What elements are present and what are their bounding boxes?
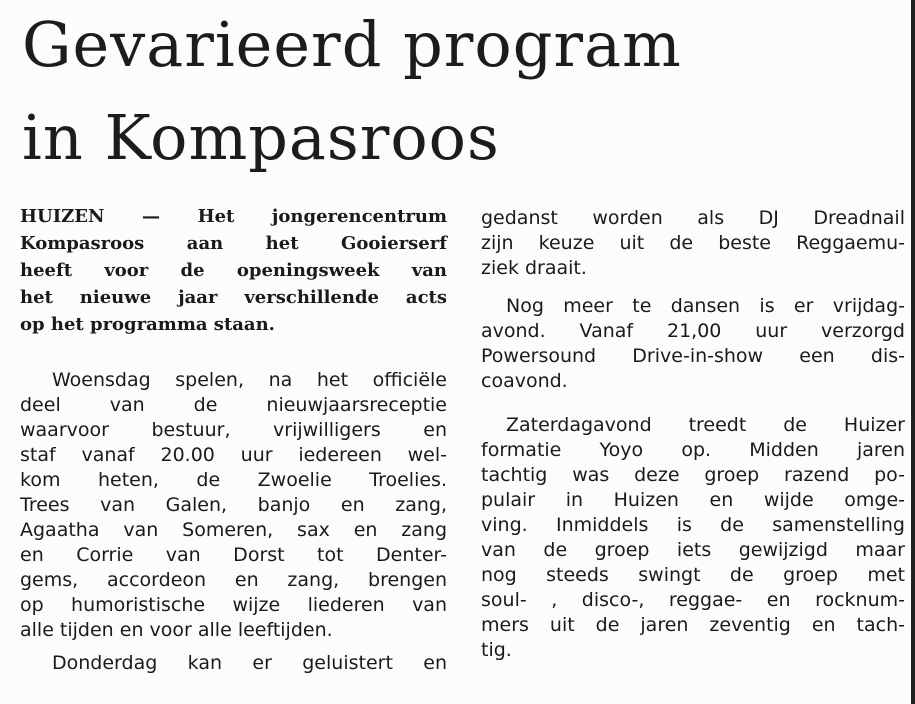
body-line: van de groep iets gewijzigd maar (481, 539, 905, 561)
lead-line: HUIZEN — Het jongerencentrum (20, 206, 447, 227)
body-line: tig. (481, 639, 512, 661)
body-line: soul- , disco-, reggae- en rocknum- (481, 589, 905, 611)
body-line: op humoristische wijze liederen van (20, 594, 447, 616)
body-line: formatie Yoyo op. Midden jaren (481, 439, 905, 461)
body-line: staf vanaf 20.00 uur iedereen wel- (20, 444, 447, 466)
body-line: gems, accordeon en zang, brengen (20, 569, 447, 591)
body-line: tachtig was deze groep razend po- (481, 464, 905, 486)
body-line: coavond. (481, 370, 568, 392)
body-line: kom heten, de Zwoelie Troelies. (20, 469, 447, 491)
body-line: alle tijden en voor alle leeftijden. (20, 619, 333, 641)
lead-line: het nieuwe jaar verschillende acts (20, 287, 447, 308)
body-line: Zaterdagavond treedt de Huizer (506, 414, 905, 436)
body-line: Trees van Galen, banjo en zang, (20, 494, 447, 516)
body-line: Woensdag spelen, na het officiële (52, 369, 447, 391)
lead-line: Kompasroos aan het Gooierserf (20, 233, 447, 254)
body-line: pulair in Huizen en wijde omge- (481, 489, 905, 511)
body-line: mers uit de jaren zeventig en tach- (481, 614, 905, 636)
body-line: deel van de nieuwjaarsreceptie (20, 394, 447, 416)
body-line: waarvoor bestuur, vrijwilligers en (20, 419, 447, 441)
body-line: zijn keuze uit de beste Reggaemu- (481, 232, 905, 254)
body-line: Nog meer te dansen is er vrijdag- (506, 295, 905, 317)
lead-line: heeft voor de openingsweek van (20, 260, 447, 281)
headline-line-2: in Kompasroos (22, 101, 500, 174)
scan-edge (911, 0, 915, 704)
body-line: nog steeds swingt de groep met (481, 564, 905, 586)
lead-line: op het programma staan. (20, 314, 275, 335)
body-line: gedanst worden als DJ Dreadnail (481, 207, 905, 229)
headline-line-1: Gevarieerd program (22, 8, 682, 81)
body-line: Donderdag kan er geluistert en (52, 652, 447, 674)
body-line: Agaatha van Someren, sax en zang (20, 519, 447, 541)
body-line: ziek draait. (481, 257, 587, 279)
body-line: ving. Inmiddels is de samenstelling (481, 514, 905, 536)
body-line: en Corrie van Dorst tot Denter- (20, 544, 447, 566)
body-line: avond. Vanaf 21,00 uur verzorgd (481, 320, 905, 342)
body-line: Powersound Drive-in-show een dis- (481, 345, 905, 367)
